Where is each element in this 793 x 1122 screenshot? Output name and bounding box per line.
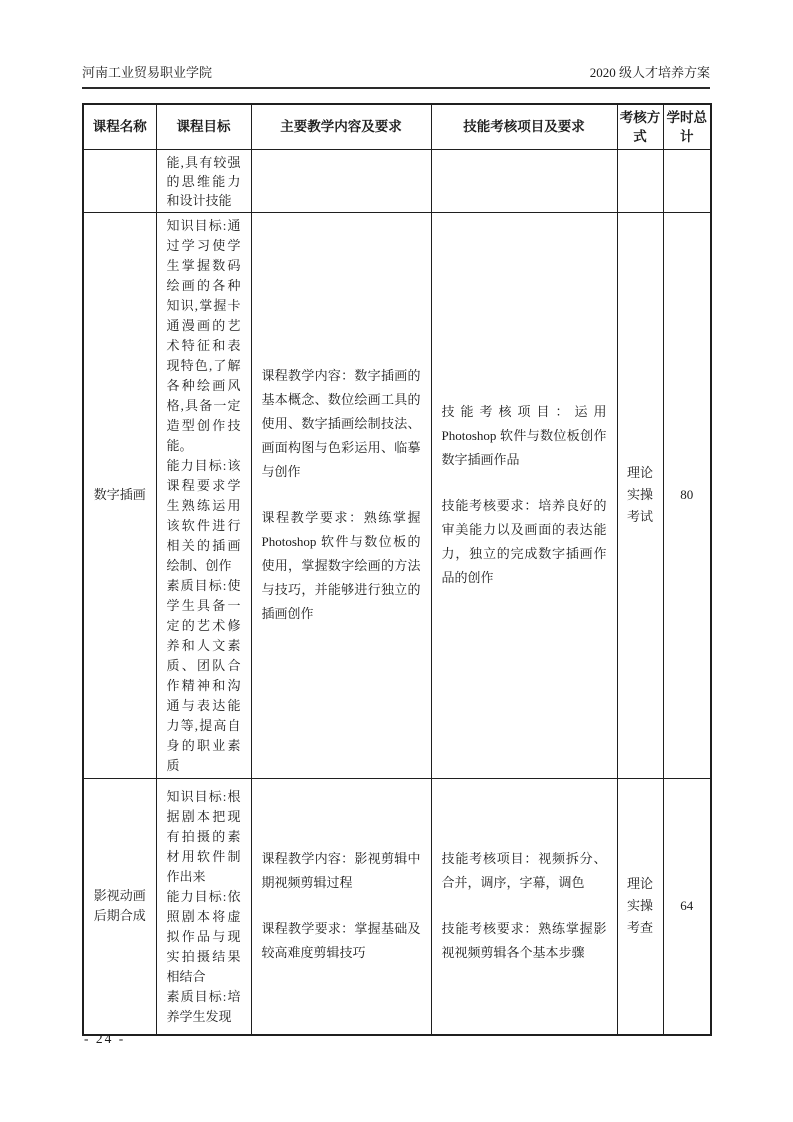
objectives-cell: [156, 149, 251, 212]
col-header-hours: 学时总计: [663, 104, 711, 149]
method-cell: [617, 149, 663, 212]
course-name-cell: 数字插画: [83, 212, 156, 778]
assessment-paragraph: 技能考核要求：培养良好的审美能力以及画面的表达能力，独立的完成数字插画作品的创作: [441, 498, 607, 585]
content-paragraph: 课程教学内容：数字插画的基本概念、数位绘画工具的使用、数字插画绘制技法、画面构图与色彩运用、临摹与创作: [261, 368, 421, 479]
course-name-cell: 影视动画后期合成: [83, 778, 156, 1035]
objective-paragraph: 素质目标:培养学生发现: [166, 988, 241, 1024]
objectives-cell: [156, 778, 251, 1035]
assessment-cell: [431, 778, 617, 1035]
hours-cell: [663, 149, 711, 212]
col-header-method: 考核方式: [617, 104, 663, 149]
objectives-cell: [156, 212, 251, 778]
hours-cell: 80: [663, 212, 711, 778]
content-paragraph: 课程教学要求：熟练掌握 Photoshop 软件与数位板的使用，掌握数字绘画的方法与技巧，并能够进行独立的插画创作: [261, 510, 421, 621]
assessment-paragraph: 技能考核要求：熟练掌握影视视频剪辑各个基本步骤: [441, 921, 607, 961]
content-cell: [251, 778, 431, 1035]
col-header-course-name: 课程名称: [83, 104, 156, 149]
objective-paragraph: 能力目标:该课程要求学生熟练运用该软件进行相关的插画绘制、创作: [166, 457, 241, 573]
content-cell: [251, 149, 431, 212]
method-cell: 理论实操考查: [617, 778, 663, 1035]
col-header-objectives: 课程目标: [156, 104, 251, 149]
content-cell: [251, 212, 431, 778]
assessment-paragraph: 技能考核项目：运用 Photoshop 软件与数位板创作数字插画作品: [441, 404, 607, 467]
col-header-assessment: 技能考核项目及要求: [431, 104, 617, 149]
table-row-film-animation-compositing: [83, 778, 711, 1035]
method-cell: 理论实操考试: [617, 212, 663, 778]
header-school-name: 河南工业贸易职业学院: [82, 65, 213, 80]
page-number: - 24 -: [84, 1031, 126, 1046]
header-plan-title: 2020 级人才培养方案: [589, 65, 710, 80]
assessment-cell: [431, 212, 617, 778]
course-name-cell: [83, 149, 156, 212]
objective-paragraph: 知识目标:通过学习使学生掌握数码绘画的各种知识,掌握卡通漫画的艺术特征和表现特色,了解各种绘画风格,具备一定造型创作技能。: [166, 217, 241, 453]
running-header: [82, 62, 710, 89]
course-table: [82, 103, 712, 1036]
hours-cell: 64: [663, 778, 711, 1035]
objective-paragraph: 能,具有较强的思维能力和设计技能: [166, 154, 241, 208]
table-header-row: [83, 104, 711, 149]
assessment-paragraph: 技能考核项目：视频拆分、合并，调序，字幕，调色: [441, 851, 607, 891]
objective-paragraph: 素质目标:使学生具备一定的艺术修养和人文素质、团队合作精神和沟通与表达能力等,提高自身的职业素质: [166, 577, 241, 773]
col-header-content: 主要教学内容及要求: [251, 104, 431, 149]
table-row-digital-illustration: [83, 212, 711, 778]
objective-paragraph: 知识目标:根据剧本把现有拍摄的素材用软件制作出来: [166, 788, 241, 884]
content-paragraph: 课程教学内容：影视剪辑中期视频剪辑过程: [261, 851, 421, 891]
table-row-continuation: [83, 149, 711, 212]
content-paragraph: 课程教学要求：掌握基础及较高难度剪辑技巧: [261, 921, 421, 961]
assessment-cell: [431, 149, 617, 212]
objective-paragraph: 能力目标:依照剧本将虚拟作品与现实拍摄结果相结合: [166, 888, 241, 984]
